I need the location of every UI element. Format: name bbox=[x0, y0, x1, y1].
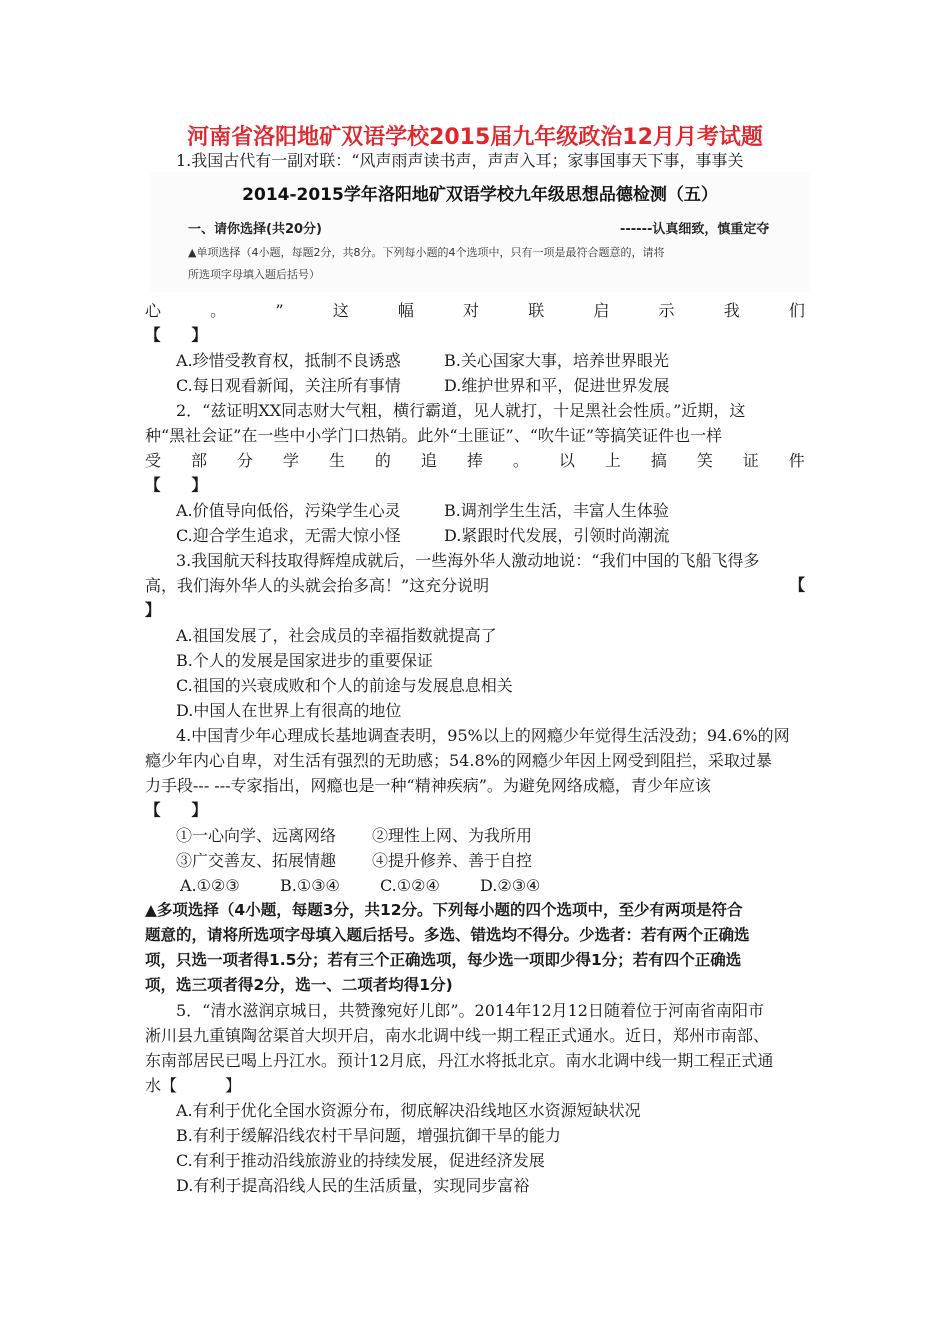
q4-item-3: ③广交善友、拓展情趣 bbox=[176, 851, 337, 870]
q4-choice-b: B.①③④ bbox=[280, 876, 340, 895]
q4-stem-line-1: 4.中国青少年心理成长基地调查表明，95%以上的网瘾少年觉得生活没劲；94.6%的网 bbox=[176, 726, 790, 745]
q5-stem-line-2: 淅川县九重镇陶岔渠首大坝开启，南水北调中线一期工程正式通水。近日，郑州市南部、 bbox=[145, 1026, 770, 1045]
document-title: 河南省洛阳地矿双语学校2015届九年级政治12月月考试题 bbox=[187, 125, 763, 150]
q2-tail-char: 追 bbox=[420, 451, 437, 470]
q1-stem: 1.我国古代有一副对联：“风声雨声读书声，声声入耳；家事国事天下事，事事关 bbox=[176, 151, 744, 170]
q1-tail-char: ” bbox=[275, 301, 284, 320]
q2-tail-char: 生 bbox=[328, 451, 345, 470]
q1-option-d: D.维护世界和平，促进世界发展 bbox=[444, 376, 670, 395]
q1-tail-char: 对 bbox=[463, 301, 480, 320]
q2-option-d: D.紧跟时代发展，引领时尚潮流 bbox=[444, 526, 670, 545]
q2-tail-char: 。 bbox=[512, 451, 529, 470]
q4-choice-a: A.①②③ bbox=[180, 876, 240, 895]
q1-option-a: A.珍惜受教育权，抵制不良诱惑 bbox=[176, 351, 401, 370]
q5-option-d: D.有利于提高沿线人民的生活质量，实现同步富裕 bbox=[176, 1176, 530, 1195]
q1-tail-char: 启 bbox=[593, 301, 610, 320]
q3-bracket-open: 【 bbox=[789, 576, 805, 594]
q2-stem-line-2: 种“黑社会证”在一些中小学门口热销。此外“土匪证”、“吹牛证”等搞笑证件也一样 bbox=[145, 426, 723, 445]
q5-option-b: B.有利于缓解沿线农村干旱问题，增强抗御干旱的能力 bbox=[176, 1126, 561, 1145]
multi-instruction-line-1: ▲多项选择（4小题，每题3分，共12分。下列每小题的四个选项中，至少有两项是符合 bbox=[145, 901, 743, 919]
q3-option-a: A.祖国发展了，社会成员的幸福指数就提高了 bbox=[176, 626, 497, 645]
q4-item-1: ①一心向学、远离网络 bbox=[176, 826, 337, 845]
q4-choice-c: C.①②④ bbox=[380, 876, 440, 895]
multi-instruction-line-2: 题意的，请将所选项字母填入题后括号。多选、错选均不得分。少选者：若有两个正确选 bbox=[145, 926, 750, 944]
q2-tail-char: 的 bbox=[374, 451, 391, 470]
q2-stem-line-1: 2．“兹证明XX同志财大气粗，横行霸道，见人就打，十足黑社会性质。”近期，这 bbox=[176, 401, 746, 420]
q2-tail-char: 上 bbox=[604, 451, 621, 470]
q1-tail-char: 们 bbox=[788, 301, 805, 320]
q3-option-c: C.祖国的兴衰成败和个人的前途与发展息息相关 bbox=[176, 676, 513, 695]
multi-instruction-line-4: 项，选三项者得2分，选一、二项者均得1分) bbox=[145, 976, 453, 994]
q1-tail-char: 我 bbox=[723, 301, 740, 320]
q5-option-c: C.有利于推动沿线旅游业的持续发展，促进经济发展 bbox=[176, 1151, 545, 1170]
q1-option-c: C.每日观看新闻，关注所有事情 bbox=[176, 376, 401, 395]
q2-tail-char: 证 bbox=[742, 451, 759, 470]
q2-tail-char: 捧 bbox=[466, 451, 483, 470]
scanned-exam-header bbox=[150, 172, 810, 292]
q3-stem-line-1: 3.我国航天科技取得辉煌成就后，一些海外华人激动地说：“我们中国的飞船飞得多 bbox=[176, 551, 760, 570]
q3-option-b: B.个人的发展是国家进步的重要保证 bbox=[176, 651, 433, 670]
q1-tail-char: 这 bbox=[332, 301, 349, 320]
q2-option-b: B.调剂学生生活，丰富人生体验 bbox=[444, 501, 669, 520]
q2-tail-char: 部 bbox=[190, 451, 207, 470]
q3-stem-line-2-row bbox=[145, 573, 805, 598]
q1-stem-tail bbox=[145, 298, 805, 323]
q4-item-2: ②理性上网、为我所用 bbox=[372, 826, 533, 845]
q1-tail-char: 。 bbox=[210, 301, 227, 320]
multi-instruction-line-3: 项，只选一项者得1.5分；若有三个正确选项，每少选一项即少得1分；若有四个正确选 bbox=[145, 951, 742, 969]
scan-motto: ------认真细致，慎重定夺 bbox=[620, 222, 770, 237]
q5-stem-line-3: 东南部居民已喝上丹江水。预计12月底，丹江水将抵北京。南水北调中线一期工程正式通 bbox=[145, 1051, 774, 1070]
q4-item-4: ④提升修养、善于自控 bbox=[372, 851, 533, 870]
scan-heading: 2014-2015学年洛阳地矿双语学校九年级思想品德检测（五） bbox=[242, 185, 718, 205]
q5-stem-line-1: 5．“清水滋润京城日，共赞豫宛好儿郎”。2014年12月12日随着位于河南省南阳市 bbox=[176, 1001, 764, 1020]
q2-tail-char: 以 bbox=[558, 451, 575, 470]
q2-tail-char: 学 bbox=[282, 451, 299, 470]
q2-tail-char: 搞 bbox=[650, 451, 667, 470]
q1-answer-bracket: 【 】 bbox=[145, 326, 208, 344]
q4-choice-d: D.②③④ bbox=[480, 876, 541, 895]
q2-answer-bracket: 【 】 bbox=[145, 476, 208, 494]
scan-instruction-line-2: 所选项字母填入题后括号） bbox=[188, 268, 320, 281]
q1-tail-char: 心 bbox=[145, 301, 162, 320]
q5-option-a: A.有利于优化全国水资源分布，彻底解决沿线地区水资源短缺状况 bbox=[176, 1101, 641, 1120]
q4-stem-line-3: 力手段--- ---专家指出，网瘾也是一种“精神疾病”。为避免网络成瘾，青少年应该 bbox=[145, 776, 711, 795]
q1-tail-char: 联 bbox=[528, 301, 545, 320]
q1-tail-char: 幅 bbox=[397, 301, 414, 320]
q4-stem-line-2: 瘾少年内心自卑，对生活有强烈的无助感；54.8%的网瘾少年因上网受到阻拦，采取过暴 bbox=[145, 751, 772, 770]
q5-stem-line-4: 水【 】 bbox=[145, 1076, 242, 1095]
q2-stem-tail bbox=[145, 448, 805, 473]
q3-stem-line-2: 高，我们海外华人的头就会抬多高！”这充分说明 bbox=[145, 576, 490, 595]
q3-option-d: D.中国人在世界上有很高的地位 bbox=[176, 701, 402, 720]
scan-section-title: 一、请你选择(共20分) bbox=[188, 222, 322, 237]
q4-answer-bracket: 【 】 bbox=[145, 801, 208, 819]
q2-tail-char: 分 bbox=[236, 451, 253, 470]
q2-option-c: C.迎合学生追求，无需大惊小怪 bbox=[176, 526, 401, 545]
q2-tail-char: 受 bbox=[145, 451, 162, 470]
q3-bracket-close: 】 bbox=[145, 601, 161, 619]
q1-tail-char: 示 bbox=[658, 301, 675, 320]
scan-instruction-line-1: ▲单项选择（4小题，每题2分，共8分。下列每小题的4个选项中，只有一项是最符合题意的，请将 bbox=[188, 246, 665, 259]
q1-option-b: B.关心国家大事，培养世界眼光 bbox=[444, 351, 669, 370]
q2-tail-char: 件 bbox=[788, 451, 805, 470]
q2-option-a: A.价值导向低俗，污染学生心灵 bbox=[176, 501, 401, 520]
q2-tail-char: 笑 bbox=[696, 451, 713, 470]
